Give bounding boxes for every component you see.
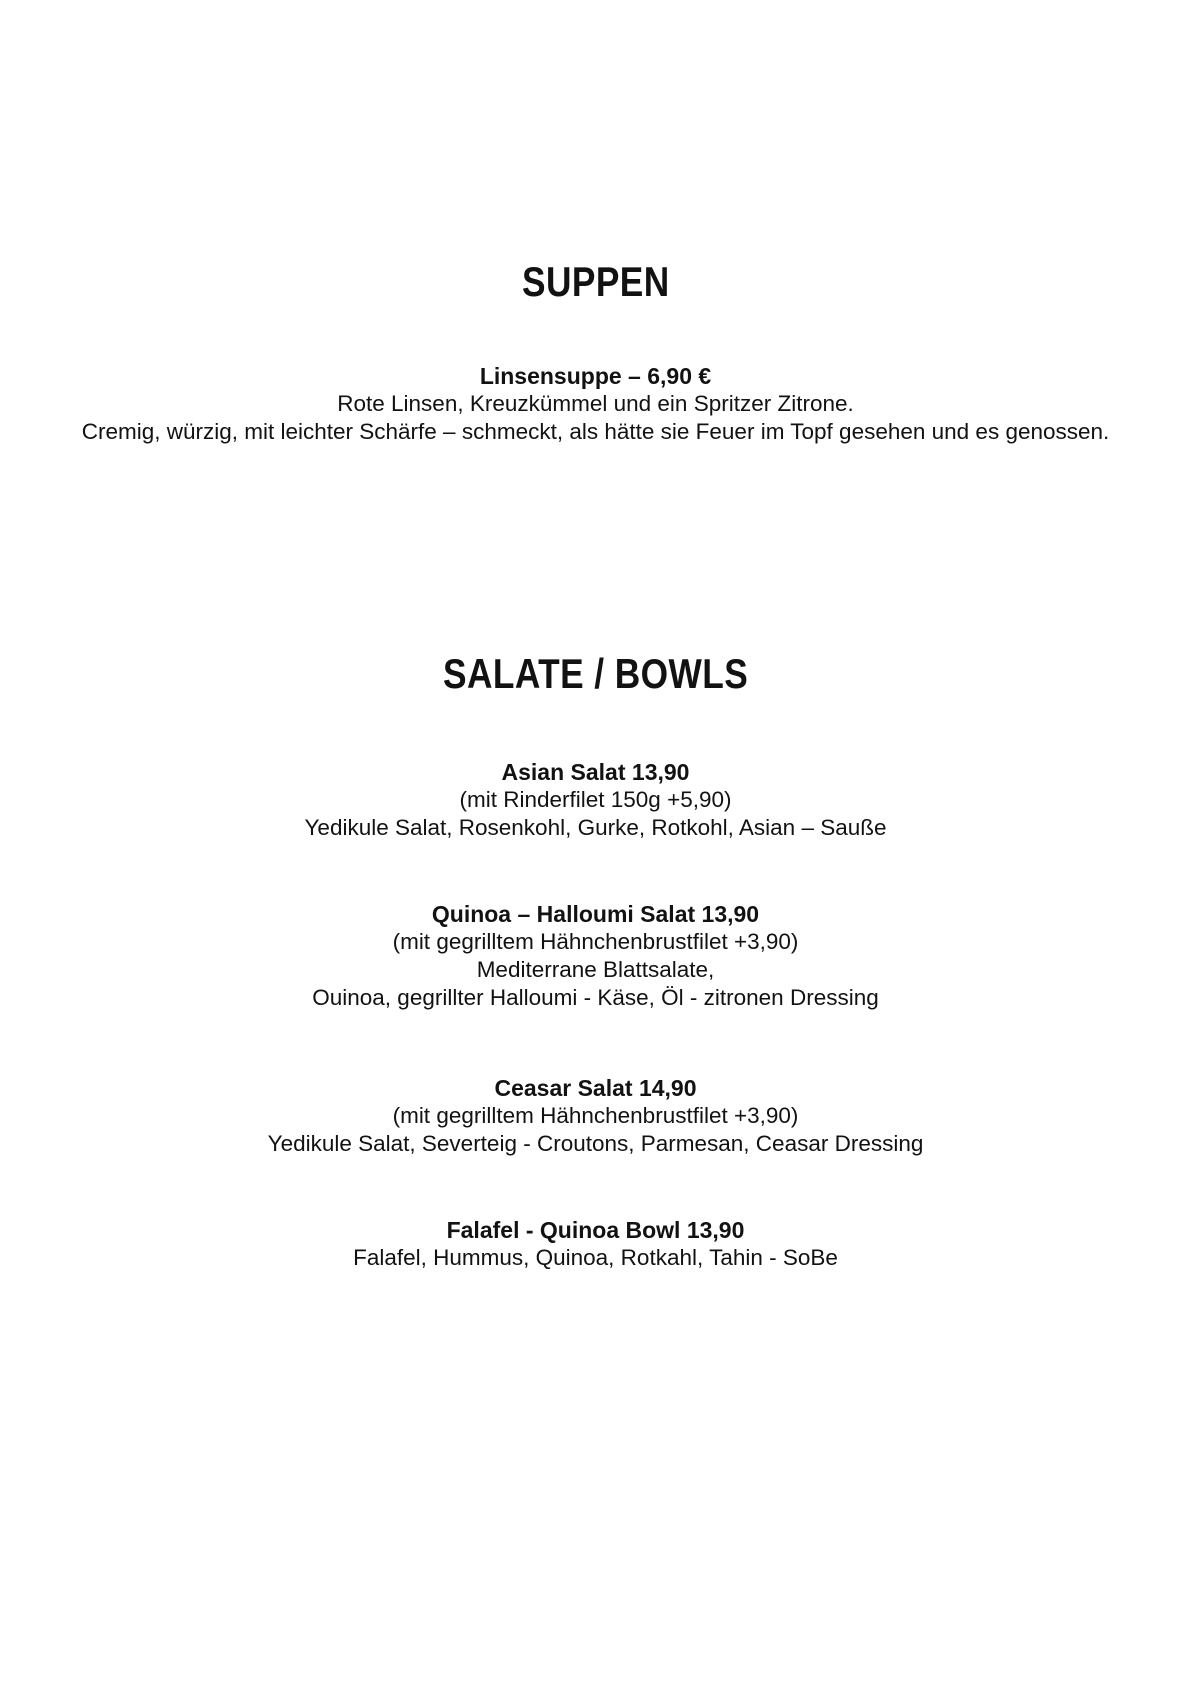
- item-name-falafel-quinoa-bowl: Falafel - Quinoa Bowl 13,90: [446, 1217, 745, 1243]
- item-name-linsensuppe: Linsensuppe – 6,90 €: [479, 363, 712, 389]
- section-title-salate-bowls-text: SALATE / BOWLS: [442, 650, 749, 697]
- item-description-line: Falafel, Hummus, Quinoa, Rotkahl, Tahin - SoBe: [353, 1245, 838, 1270]
- section-salate-bowls: [0, 650, 1191, 1272]
- menu-item-quinoa-halloumi-salat: [0, 900, 1191, 1012]
- item-description-line: Yedikule Salat, Rosenkohl, Gurke, Rotkohl, Asian – Sauße: [304, 815, 887, 840]
- item-description-line: (mit gegrilltem Hähnchenbrustfilet +3,90): [392, 929, 799, 954]
- menu-item-linsensuppe: [0, 362, 1191, 446]
- item-description-line: Yedikule Salat, Severteig - Croutons, Parmesan, Ceasar Dressing: [267, 1131, 924, 1156]
- item-description-line: (mit gegrilltem Hähnchenbrustfilet +3,90): [392, 1103, 799, 1128]
- section-title-suppen-text: SUPPEN: [521, 258, 670, 305]
- item-name-asian-salat: Asian Salat 13,90: [501, 759, 690, 785]
- section-title-suppen: [0, 258, 1191, 306]
- item-description-line: Rote Linsen, Kreuzkümmel und ein Spritzer Zitrone.: [337, 391, 854, 416]
- section-title-salate-bowls: [0, 650, 1191, 698]
- item-description-line: Mediterrane Blattsalate,: [476, 957, 715, 982]
- item-name-ceasar-salat: Ceasar Salat 14,90: [494, 1075, 697, 1101]
- item-description-line: (mit Rinderfilet 150g +5,90): [459, 787, 732, 812]
- item-description-line: Cremig, würzig, mit leichter Schärfe – schmeckt, als hätte sie Feuer im Topf gesehen und es genossen.: [81, 419, 1110, 444]
- section-suppen: [0, 258, 1191, 446]
- item-description-line: Ouinoa, gegrillter Halloumi - Käse, Öl - zitronen Dressing: [312, 985, 879, 1010]
- item-name-quinoa-halloumi-salat: Quinoa – Halloumi Salat 13,90: [431, 901, 760, 927]
- menu-item-falafel-quinoa-bowl: [0, 1216, 1191, 1272]
- menu-item-asian-salat: [0, 758, 1191, 842]
- menu-item-ceasar-salat: [0, 1074, 1191, 1158]
